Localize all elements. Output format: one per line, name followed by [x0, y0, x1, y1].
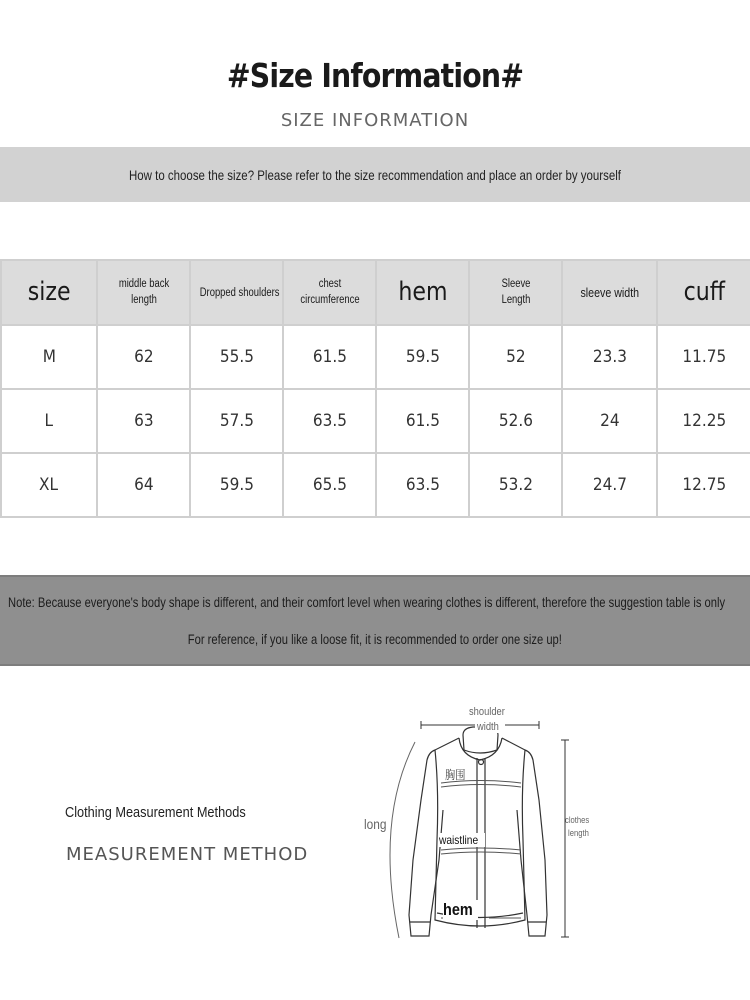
- table-header-row: [1, 260, 750, 325]
- cell-sleeve-length: 53.2: [469, 453, 562, 517]
- page-subtitle: SIZE INFORMATION: [280, 110, 470, 131]
- column-header-hem: hem: [376, 260, 469, 325]
- cell-sleeve-width: 23.3: [562, 325, 657, 389]
- label-hem: hem: [443, 900, 478, 920]
- label-clothes: clothes: [565, 815, 590, 825]
- cell-hem: 63.5: [376, 453, 469, 517]
- column-header-chest-circumference: chest circumference: [283, 260, 376, 325]
- column-header-dropped-shoulders: Dropped shoulders: [190, 260, 283, 325]
- cell-dropped-shoulders: 55.5: [190, 325, 283, 389]
- cell-sleeve-width: 24: [562, 389, 657, 453]
- column-header-sleeve-length: Sleeve Length: [469, 260, 562, 325]
- cell-hem: 59.5: [376, 325, 469, 389]
- cell-sleeve-length: 52: [469, 325, 562, 389]
- intro-banner: [0, 147, 750, 202]
- cell-sleeve-width: 24.7: [562, 453, 657, 517]
- cell-hem: 61.5: [376, 389, 469, 453]
- note-line-1: Note: Because everyone's body shape is different, and their comfort level when wearing clothes is different, therefore the suggestion table is only: [8, 594, 726, 610]
- cell-size: M: [1, 325, 97, 389]
- cell-size: L: [1, 389, 97, 453]
- size-table: [0, 259, 750, 518]
- label-length: length: [568, 828, 589, 838]
- measurement-title: Clothing Measurement Methods: [65, 804, 246, 821]
- cell-middle-back-length: 64: [97, 453, 190, 517]
- table-row-xl: [1, 453, 750, 517]
- cell-cuff: 12.25: [657, 389, 750, 453]
- label-width: width: [475, 721, 505, 733]
- note-line-2: For reference, if you like a loose fit, it is recommended to order one size up!: [187, 631, 563, 647]
- intro-banner-text: How to choose the size? Please refer to the size recommendation and place an order by yourself: [129, 166, 621, 183]
- cell-sleeve-length: 52.6: [469, 389, 562, 453]
- table-row-l: [1, 389, 750, 453]
- cell-middle-back-length: 62: [97, 325, 190, 389]
- column-header-size: size: [1, 260, 97, 325]
- column-header-sleeve-width: sleeve width: [562, 260, 657, 325]
- table-row-m: [1, 325, 750, 389]
- measurement-subtitle: MEASUREMENT METHOD: [66, 844, 309, 865]
- column-header-cuff: cuff: [657, 260, 750, 325]
- cell-chest-circumference: 63.5: [283, 389, 376, 453]
- label-shoulder: shoulder: [469, 706, 505, 718]
- cell-chest-circumference: 65.5: [283, 453, 376, 517]
- jacket-measurement-diagram: [355, 700, 605, 950]
- column-header-middle-back-length: middle back length: [97, 260, 190, 325]
- cell-cuff: 12.75: [657, 453, 750, 517]
- cell-dropped-shoulders: 59.5: [190, 453, 283, 517]
- cell-cuff: 11.75: [657, 325, 750, 389]
- label-chest: 胸围: [445, 768, 466, 782]
- note-banner: [0, 575, 750, 666]
- cell-chest-circumference: 61.5: [283, 325, 376, 389]
- cell-middle-back-length: 63: [97, 389, 190, 453]
- jacket-outline-icon: [355, 700, 605, 950]
- page-title: #Size Information#: [226, 56, 524, 95]
- cell-dropped-shoulders: 57.5: [190, 389, 283, 453]
- label-waistline: waistline: [439, 833, 485, 847]
- label-long: long: [364, 816, 387, 832]
- cell-size: XL: [1, 453, 97, 517]
